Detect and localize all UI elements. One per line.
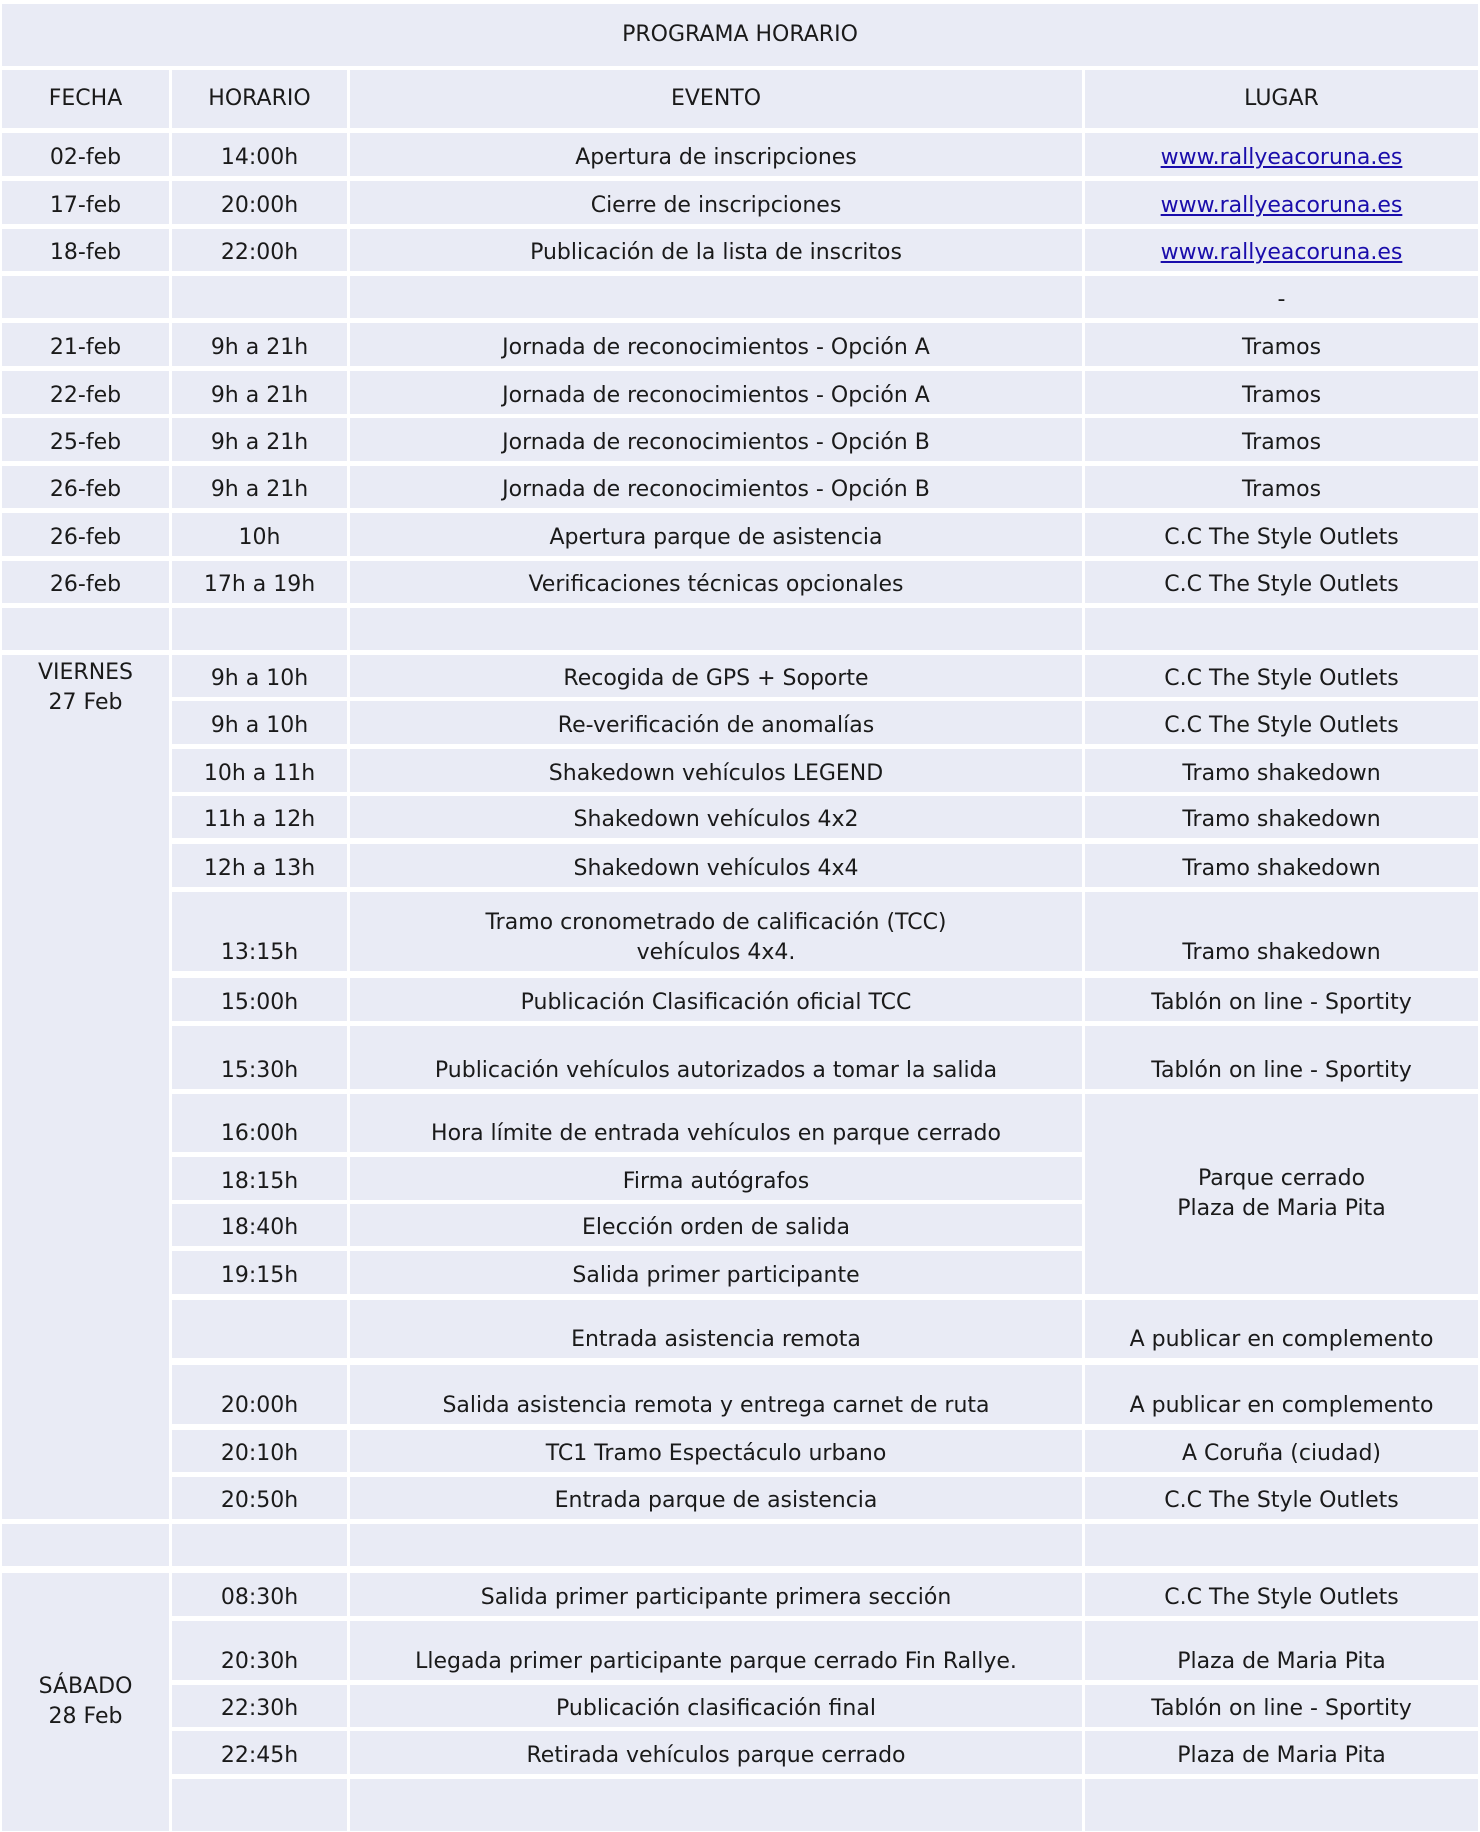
place-cell [1085,418,1478,461]
time-cell-text: 10h [238,525,281,550]
event-cell-text: Cierre de inscripciones [590,193,842,218]
date-cell [2,608,169,650]
website-link-text[interactable]: www.rallyeacoruna.es [1160,145,1403,170]
place-cell [1085,1685,1478,1727]
time-cell-text: 17h a 19h [203,572,316,597]
time-cell [172,1477,347,1519]
event-cell [350,1157,1082,1200]
time-cell [172,796,347,838]
header-horario [172,70,347,128]
place-cell [1085,701,1478,744]
place-cell [1085,1026,1478,1089]
event-cell-text: Tramo cronometrado de calificación (TCC) vehículos 4x4. [485,910,947,965]
event-cell [350,1731,1082,1774]
time-cell [172,1573,347,1616]
event-cell [350,181,1082,224]
time-cell-text: 9h a 10h [210,713,309,738]
time-cell [172,466,347,508]
time-cell [172,978,347,1021]
event-cell [350,1300,1082,1358]
page-title-text: PROGRAMA HORARIO [622,22,858,47]
time-cell-text: 9h a 10h [210,666,309,691]
time-cell-text: 20:30h [220,1649,299,1674]
event-cell [350,978,1082,1021]
header-evento [350,70,1082,128]
date-cell [2,276,169,318]
place-cell [1085,796,1478,838]
date-cell-text: 26-feb [49,572,122,597]
event-cell-text: Salida primer participante primera sección [480,1585,952,1610]
date-cell-text: 25-feb [49,430,122,455]
saturday-date-cell [2,1573,169,1831]
time-cell [172,701,347,744]
event-cell [350,323,1082,366]
time-cell-text: 9h a 21h [210,335,309,360]
time-cell [172,181,347,224]
time-cell [172,229,347,271]
event-cell [350,1779,1082,1831]
event-cell-text: Elección orden de salida [582,1215,850,1240]
date-cell [2,513,169,556]
event-cell-text: Apertura de inscripciones [575,145,857,170]
website-link [1085,181,1478,224]
event-cell [350,1573,1082,1616]
friday-date-cell [2,655,169,1519]
event-cell-text: Llegada primer participante parque cerrado Fin Rallye. [415,1649,1017,1674]
time-cell-text: 20:10h [220,1441,299,1466]
date-cell [2,466,169,508]
place-cell [1085,513,1478,556]
event-cell [350,1204,1082,1246]
place-cell-text: A publicar en complemento [1129,1327,1434,1352]
event-cell-text: Salida primer participante [572,1263,860,1288]
date-cell [2,133,169,176]
event-cell [350,1251,1082,1294]
time-cell-text: 9h a 21h [210,383,309,408]
date-cell-text: 17-feb [49,193,122,218]
place-cell [1085,1524,1478,1566]
event-cell [350,749,1082,792]
time-cell-text: 16:00h [220,1121,299,1146]
place-cell [1085,749,1478,792]
place-cell-text: Tramos [1241,430,1322,455]
date-cell [2,323,169,366]
place-cell-text: Tramo shakedown [1182,761,1381,786]
header-evento-text: EVENTO [670,86,762,111]
time-cell [172,418,347,461]
place-cell-text: A Coruña (ciudad) [1182,1441,1381,1466]
place-cell [1085,1365,1478,1424]
time-cell [172,276,347,318]
event-cell [350,892,1082,971]
friday-date-cell-text: VIERNES 27 Feb [37,660,134,715]
place-cell [1085,276,1478,318]
event-cell-text: Verificaciones técnicas opcionales [528,572,904,597]
time-cell [172,608,347,650]
website-link [1085,133,1478,176]
event-cell-text: Retirada vehículos parque cerrado [526,1743,906,1768]
date-cell [2,229,169,271]
event-cell [350,844,1082,887]
place-cell-text: Tramos [1241,383,1322,408]
time-cell [172,1157,347,1200]
date-cell-text: 26-feb [49,525,122,550]
event-cell-text: Publicación clasificación final [556,1696,876,1721]
time-cell [172,844,347,887]
event-cell [350,276,1082,318]
place-cell [1085,608,1478,650]
event-cell-text: Re-verificación de anomalías [557,713,875,738]
event-cell-text: Entrada parque de asistencia [554,1488,878,1513]
time-cell [172,1430,347,1472]
date-cell-text: 02-feb [49,145,122,170]
place-cell [1085,1731,1478,1774]
event-cell-text: Shakedown vehículos 4x2 [573,807,859,832]
time-cell [172,1204,347,1246]
time-cell-text: 15:00h [220,990,299,1015]
event-cell [350,608,1082,650]
saturday-date-cell-text: SÁBADO 28 Feb [38,1674,133,1729]
date-cell-text: 22-feb [49,383,122,408]
event-cell [350,1365,1082,1424]
date-cell [2,1524,169,1566]
time-cell-text: 18:40h [220,1215,299,1240]
event-cell [350,1430,1082,1472]
place-cell [1085,371,1478,414]
time-cell-text: 20:50h [220,1488,299,1513]
time-cell [172,1731,347,1774]
event-cell [350,229,1082,271]
time-cell-text: 22:45h [220,1743,299,1768]
event-cell [350,655,1082,697]
time-cell-text: 12h a 13h [203,856,316,881]
event-cell [350,1026,1082,1089]
time-cell [172,1621,347,1680]
place-cell-text: Tablón on line - Sportity [1151,1058,1412,1083]
place-cell-text: Tablón on line - Sportity [1151,1696,1412,1721]
event-cell-text: Jornada de reconocimientos - Opción B [502,430,930,455]
time-cell [172,1685,347,1727]
place-cell [1085,1430,1478,1472]
date-cell-text: 26-feb [49,477,122,502]
place-cell-text: Tramos [1241,335,1322,360]
place-cell [1085,978,1478,1021]
event-cell [350,513,1082,556]
event-cell-text: Apertura parque de asistencia [549,525,883,550]
place-cell-text: - [1277,287,1286,312]
event-cell-text: Publicación Clasificación oficial TCC [520,990,912,1015]
time-cell-text: 9h a 21h [210,477,309,502]
date-cell [2,371,169,414]
time-cell [172,1524,347,1566]
place-cell [1085,892,1478,971]
place-cell-text: Tramos [1241,477,1322,502]
date-cell [2,561,169,603]
date-cell [2,418,169,461]
place-cell-text: Tramo shakedown [1182,940,1381,965]
time-cell-text: 20:00h [220,1393,299,1418]
time-cell [172,1094,347,1152]
place-cell [1085,1477,1478,1519]
header-lugar-text: LUGAR [1244,86,1319,111]
event-cell-text: Shakedown vehículos 4x4 [573,856,859,881]
place-cell-text: Plaza de Maria Pita [1177,1649,1386,1674]
time-cell-text: 9h a 21h [210,430,309,455]
time-cell [172,513,347,556]
place-cell [1085,655,1478,697]
time-cell [172,133,347,176]
place-cell [1085,1621,1478,1680]
event-cell [350,561,1082,603]
header-fecha [2,70,169,128]
time-cell [172,655,347,697]
event-cell-text: Firma autógrafos [622,1169,810,1194]
event-cell-text: Entrada asistencia remota [571,1327,861,1352]
time-cell [172,1779,347,1831]
website-link-text[interactable]: www.rallyeacoruna.es [1160,193,1403,218]
place-cell-text: C.C The Style Outlets [1164,1488,1399,1513]
place-cell [1085,466,1478,508]
place-cell [1085,323,1478,366]
event-cell [350,418,1082,461]
place-cell [1085,1573,1478,1616]
place-cell-text: C.C The Style Outlets [1164,572,1399,597]
event-cell [350,466,1082,508]
place-cell [1085,1300,1478,1358]
time-cell-text: 10h a 11h [203,761,316,786]
place-cell [1085,844,1478,887]
time-cell-text: 22:00h [220,240,299,265]
event-cell [350,133,1082,176]
time-cell-text: 15:30h [220,1058,299,1083]
event-cell [350,371,1082,414]
place-cell [1085,1779,1478,1831]
event-cell [350,701,1082,744]
header-fecha-text: FECHA [48,86,123,111]
time-cell-text: 22:30h [220,1696,299,1721]
event-cell [350,1477,1082,1519]
header-lugar [1085,70,1478,128]
event-cell [350,1524,1082,1566]
time-cell-text: 19:15h [220,1263,299,1288]
time-cell-text: 18:15h [220,1169,299,1194]
date-cell-text: 18-feb [49,240,122,265]
event-cell-text: Salida asistencia remota y entrega carnet de ruta [442,1393,990,1418]
time-cell-text: 08:30h [220,1585,299,1610]
time-cell-text: 11h a 12h [203,807,316,832]
time-cell [172,323,347,366]
place-cell-text: A publicar en complemento [1129,1393,1434,1418]
time-cell-text: 13:15h [220,940,299,965]
place-cell-text: Plaza de Maria Pita [1177,1743,1386,1768]
event-cell [350,796,1082,838]
event-cell-text: Publicación de la lista de inscritos [530,240,902,265]
place-cell-text: Tramo shakedown [1182,856,1381,881]
header-horario-text: HORARIO [208,86,311,111]
place-cell-text: C.C The Style Outlets [1164,713,1399,738]
event-cell [350,1094,1082,1152]
event-cell-text: Jornada de reconocimientos - Opción A [502,335,930,360]
time-cell [172,1026,347,1089]
event-cell [350,1685,1082,1727]
time-cell-text: 14:00h [220,145,299,170]
place-cell-text: C.C The Style Outlets [1164,1585,1399,1610]
website-link [1085,229,1478,271]
event-cell [350,1621,1082,1680]
place-cell [1085,561,1478,603]
event-cell-text: Jornada de reconocimientos - Opción B [502,477,930,502]
event-cell-text: Publicación vehículos autorizados a tomar la salida [434,1058,998,1083]
place-cell-text: Tramo shakedown [1182,807,1381,832]
event-cell-text: Shakedown vehículos LEGEND [548,761,884,786]
parque-cerrado-cell [1085,1094,1478,1294]
page-title [2,4,1478,66]
time-cell [172,1365,347,1424]
date-cell-text: 21-feb [49,335,122,360]
time-cell [172,371,347,414]
place-cell-text: Tablón on line - Sportity [1151,990,1412,1015]
time-cell [172,892,347,971]
event-cell-text: Recogida de GPS + Soporte [563,666,869,691]
time-cell [172,1300,347,1358]
time-cell [172,749,347,792]
website-link-text[interactable]: www.rallyeacoruna.es [1160,240,1403,265]
time-cell-text: 20:00h [220,193,299,218]
date-cell [2,181,169,224]
place-cell-text: C.C The Style Outlets [1164,666,1399,691]
time-cell [172,1251,347,1294]
event-cell-text: TC1 Tramo Espectáculo urbano [545,1441,887,1466]
parque-cerrado-cell-text: Parque cerrado Plaza de Maria Pita [1177,1166,1386,1221]
time-cell [172,561,347,603]
event-cell-text: Jornada de reconocimientos - Opción A [502,383,930,408]
place-cell-text: C.C The Style Outlets [1164,525,1399,550]
event-cell-text: Hora límite de entrada vehículos en parque cerrado [431,1121,1001,1146]
